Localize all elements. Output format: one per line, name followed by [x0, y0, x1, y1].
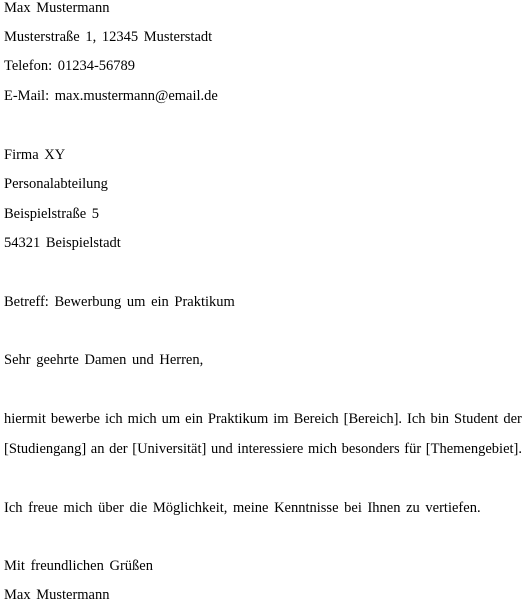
body-word: interessiere — [237, 441, 304, 457]
signature: Max Mustermann — [4, 587, 110, 603]
sender-name: Max Mustermann — [4, 0, 110, 16]
body-word: [Themengebiet]. — [425, 441, 522, 457]
recipient-street: Beispielstraße 5 — [4, 206, 100, 222]
body-word: Student — [454, 411, 499, 427]
body-word: Praktikum — [207, 411, 269, 427]
sender-phone: Telefon: 01234-56789 — [4, 58, 136, 74]
body-word: bewerbe — [50, 411, 100, 427]
subject-line: Betreff: Bewerbung um ein Praktikum — [4, 294, 235, 310]
closing-greeting: Mit freundlichen Grüßen — [4, 558, 153, 574]
body-word: an — [90, 441, 105, 457]
body-paragraph-1-line-1 — [4, 411, 522, 427]
body-word: mich — [307, 441, 337, 457]
body-word: mich — [127, 411, 157, 427]
body-word: ein — [185, 411, 203, 427]
body-paragraph-1-line-2 — [4, 441, 522, 457]
body-word: für — [404, 441, 422, 457]
sender-email: E-Mail: max.mustermann@email.de — [4, 88, 218, 104]
body-word: im — [273, 411, 289, 427]
salutation: Sehr geehrte Damen und Herren, — [4, 352, 204, 368]
body-word: und — [210, 441, 233, 457]
body-word: [Bereich]. — [343, 411, 403, 427]
body-word: ich — [104, 411, 123, 427]
body-word: besonders — [341, 441, 400, 457]
body-word: [Studiengang] — [4, 441, 87, 457]
body-paragraph-2: Ich freue mich über die Möglichkeit, meine Kenntnisse bei Ihnen zu vertiefen. — [4, 500, 481, 516]
body-word: [Universität] — [132, 441, 207, 457]
body-word: hiermit — [4, 411, 46, 427]
recipient-company: Firma XY — [4, 147, 66, 163]
body-word: der — [503, 411, 522, 427]
body-word: Ich — [407, 411, 426, 427]
sender-street: Musterstraße 1, 12345 Musterstadt — [4, 29, 213, 45]
recipient-city: 54321 Beispielstadt — [4, 235, 121, 251]
body-word: um — [161, 411, 181, 427]
body-word: der — [109, 441, 128, 457]
body-word: Bereich — [293, 411, 339, 427]
recipient-department: Personalabteilung — [4, 176, 108, 192]
body-word: bin — [430, 411, 450, 427]
